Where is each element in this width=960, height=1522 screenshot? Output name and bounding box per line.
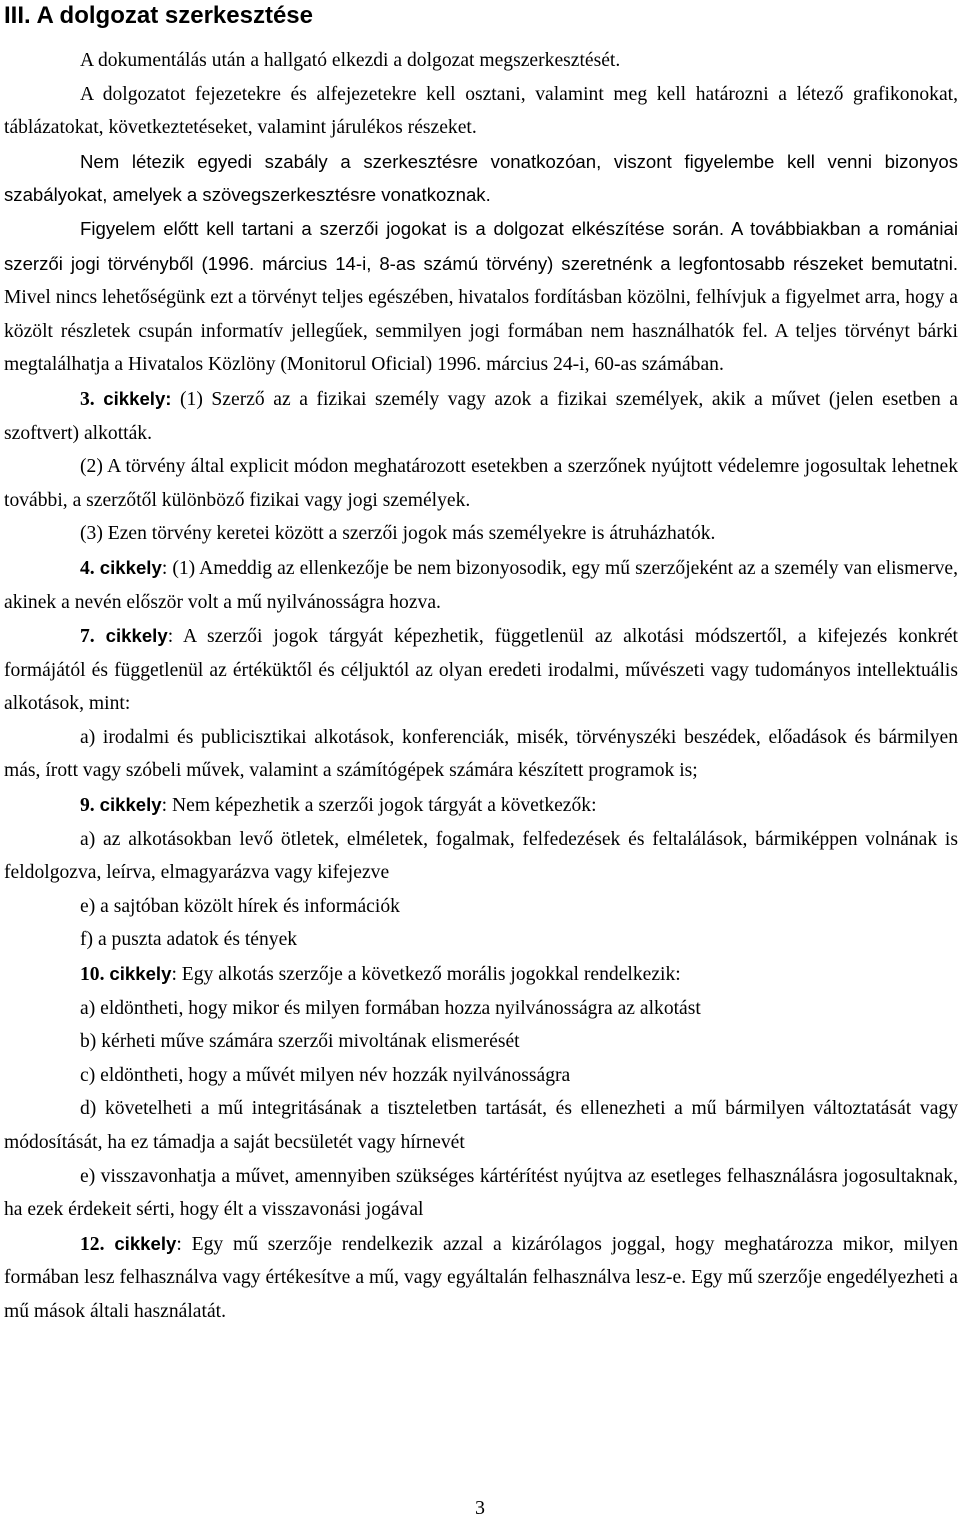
article-4-label: cikkely bbox=[99, 556, 162, 578]
article-10-item-d: d) követelheti a mű integritásának a tiszteletben tartását, és ellenezheti a mű bármilyen változtatását vagy módosítását, ha ez támadja a saját becsületét vagy hírnevét bbox=[4, 1098, 958, 1153]
paragraph-documentation: A dokumentálás után a hallgató elkezdi a dolgozat megszerkesztését. bbox=[80, 50, 621, 71]
paragraph-copyright-intro bbox=[4, 212, 958, 382]
article-9-text: : Nem képezhetik a szerzői jogok tárgyát a következők: bbox=[161, 795, 597, 817]
copyright-disclaimer-text: Mivel nincs lehetőségünk ezt a törvényt teljes egészében, hivatalos fordításban közölni, felhívjuk a figyelmet arra, hogy a közölt részletek csupán informatív jellegűek, semmilyen jogi formában nem használhatók fel. A teljes törvényt bárki megtalálhatja a Hivatalos Közlöny (Monitorul Oficial) 1996. március 24-i, 60-as számában. bbox=[4, 287, 958, 376]
section-heading: III. A dolgozat szerkesztése bbox=[4, 2, 313, 29]
article-7-text: : A szerzői jogok tárgyát képezhetik, függetlenül az alkotási módszertől, a kifejezés konkrét formájától és függetlenül az értéküktől és céljuktól az olyan eredeti irodalmi, művészeti vagy tudományos intellektuális alkotások, mint: bbox=[4, 626, 958, 715]
article-9-number: 9. bbox=[80, 795, 95, 817]
article-7-item-a: a) irodalmi és publicisztikai alkotások, konferenciák, misék, törvényszéki beszédek, előadások és bármilyen más, írott vagy szóbeli művek, valamint a számítógépek számára készített programok is; bbox=[4, 726, 958, 782]
paragraph-chapters: A dolgozatot fejezetekre és alfejezetekre kell osztani, valamint meg kell határozni a létező grafikonokat, táblázatokat, következtetéseket, valamint járulékos részeket. bbox=[4, 83, 958, 139]
article-3-paragraph-2: (2) A törvény által explicit módon meghatározott esetekben a szerzőnek nyújtott védelemre jogosultak lehetnek további, a szerzőtől különböző fizikai vagy jogi személyek. bbox=[4, 456, 958, 511]
article-10 bbox=[4, 957, 958, 992]
article-12-label: cikkely bbox=[114, 1232, 177, 1254]
article-9-label: cikkely bbox=[99, 794, 162, 816]
article-9-item-f: f) a puszta adatok és tények bbox=[80, 929, 298, 951]
article-10-item-c: c) eldöntheti, hogy a művét milyen név hozzák nyilvánosságra bbox=[80, 1064, 571, 1086]
article-7-number: 7. bbox=[80, 626, 95, 648]
article-4-number: 4. bbox=[80, 557, 95, 579]
article-10-label: cikkely bbox=[109, 963, 172, 985]
article-3-paragraph-3: (3) Ezen törvény keretei között a szerzői jogok más személyekre is átruházhatók. bbox=[80, 523, 716, 545]
article-7 bbox=[4, 619, 958, 721]
article-9-item-e: e) a sajtóban közölt hírek és információk bbox=[80, 895, 400, 917]
article-4 bbox=[4, 551, 958, 619]
article-12-text: : Egy mű szerzője rendelkezik azzal a kizárólagos joggal, hogy meghatározza mikor, milyen formában lesz felhasználva vagy értékesítve a mű, vagy egyáltalán felhasználva lesz-e. Egy mű szerzője engedélyezheti a mű mások általi használatát. bbox=[4, 1233, 958, 1322]
article-10-text: : Egy alkotás szerzője a következő morális jogokkal rendelkezik: bbox=[171, 964, 681, 986]
article-4-text: : (1) Ameddig az ellenkezője be nem bizonyosodik, egy mű szerzőjeként az a személy van elismerve, akinek a nevén először volt a mű nyilvánosságra hozva. bbox=[4, 557, 958, 613]
page-number: 3 bbox=[475, 1497, 485, 1519]
article-3-text: (1) Szerző az a fizikai személy vagy azok a fizikai személyek, akik a művet (jelen esetben a szoftvert) alkották. bbox=[4, 388, 958, 444]
article-10-item-b: b) kérheti műve számára szerzői mivoltának elismerését bbox=[80, 1031, 520, 1053]
article-7-label: cikkely bbox=[105, 625, 168, 647]
article-12-number: 12. bbox=[80, 1233, 105, 1255]
copyright-intro-text: Figyelem előtt kell tartani a szerzői jogokat is a dolgozat elkészítése során. A továbbiakban a romániai szerzői jogi törvényből (1996. március 14-i, 8-as számú törvény) szeretnénk a legfontosabb részeket bemutatni. bbox=[4, 217, 958, 274]
body-text bbox=[4, 44, 958, 1329]
article-3-label: cikkely: bbox=[103, 387, 172, 409]
article-10-item-a: a) eldöntheti, hogy mikor és milyen formában hozza nyilvánosságra az alkotást bbox=[80, 997, 701, 1019]
paragraph-editing-rules: Nem létezik egyedi szabály a szerkesztésre vonatkozóan, viszont figyelembe kell venni bizonyos szabályokat, amelyek a szövegszerkesztésre vonatkoznak. bbox=[4, 150, 958, 206]
article-3-paragraph-1 bbox=[4, 382, 958, 450]
article-10-number: 10. bbox=[80, 964, 105, 986]
article-12 bbox=[4, 1227, 958, 1329]
article-9 bbox=[4, 788, 958, 823]
article-3-number: 3. bbox=[80, 388, 95, 410]
article-9-item-a: a) az alkotásokban levő ötletek, elméletek, fogalmak, felfedezések és feltalálások, bármiképpen volnának is feldolgozva, leírva, elmagyarázva vagy kifejezve bbox=[4, 828, 958, 884]
article-10-item-e: e) visszavonhatja a művet, amennyiben szükséges kártérítést nyújtva az esetleges felhasználásra jogosultaknak, ha ezek érdekeit sérti, hogy élt a visszavonási jogával bbox=[4, 1165, 958, 1221]
